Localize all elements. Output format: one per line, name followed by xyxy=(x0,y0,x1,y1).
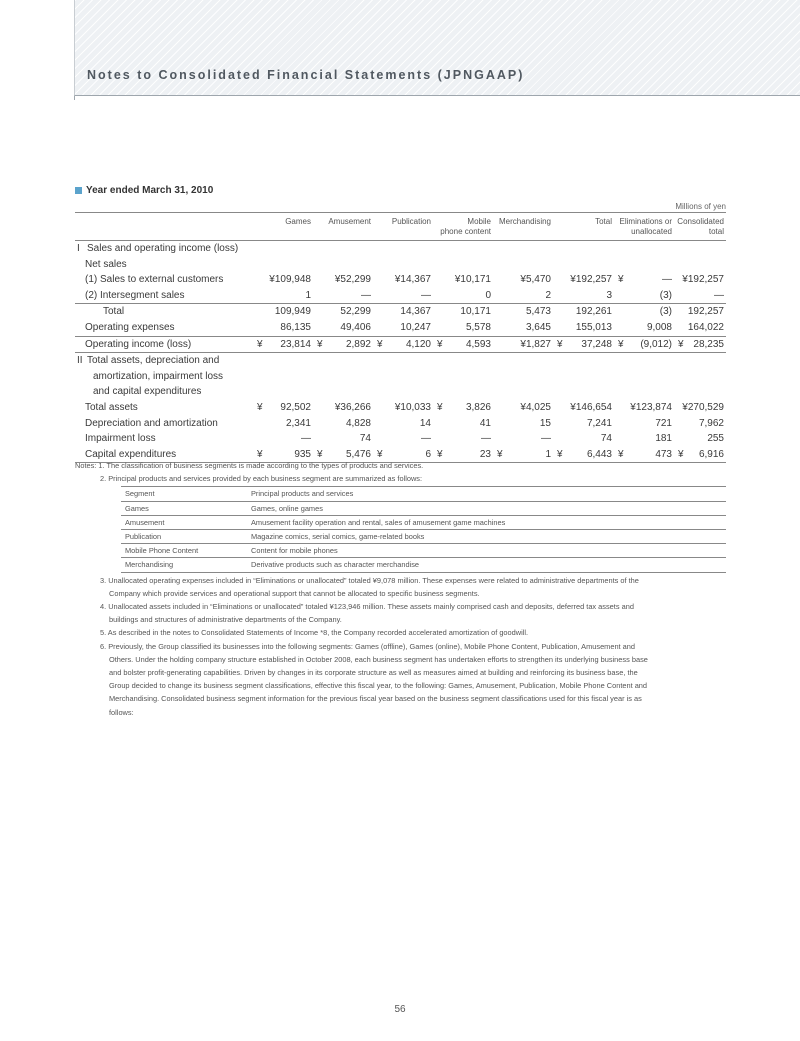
cell: ¥109,948 xyxy=(269,274,311,286)
cell: 1 xyxy=(253,288,313,304)
seg-table-row xyxy=(121,558,726,572)
row-label: Operating income (loss) xyxy=(75,336,253,353)
section-title xyxy=(75,185,213,196)
row-label: Capital expenditures xyxy=(75,447,253,463)
table-row-section2-cont xyxy=(75,369,726,385)
table-row xyxy=(75,272,726,288)
cell: 74 xyxy=(359,433,371,445)
cell: ¥5,470 xyxy=(520,274,551,286)
cell: 164,022 xyxy=(674,320,726,336)
cell: ¥270,529 xyxy=(682,401,724,413)
seg-header-segment: Segment xyxy=(121,487,247,501)
section2-label-cont: amortization, impairment loss xyxy=(93,370,224,382)
cell: 10,171 xyxy=(460,306,491,318)
col-header-merchandising: Merchandising xyxy=(498,217,551,226)
cell: ¥ 6,916 xyxy=(674,447,726,463)
col-header-mobile: Mobile phone content xyxy=(440,217,491,236)
cell: ¥52,299 xyxy=(334,274,371,286)
units-label: Millions of yen xyxy=(675,202,726,211)
table-row-section2 xyxy=(75,353,726,369)
note-6-cont: and bolster profit-generating capabilities. Driven by changes in its corporate structure as well as measures aimed at building and reinforcing its business base, the xyxy=(109,668,638,678)
cell: 4,828 xyxy=(345,417,371,429)
cell: 14,367 xyxy=(400,306,431,318)
seg-table-header xyxy=(121,487,726,501)
header-tick xyxy=(74,96,75,100)
note-3: 3. Unallocated operating expenses included in “Eliminations or unallocated” totaled ¥9,078 million. These expenses were related to administrative departments of the xyxy=(100,575,639,585)
seg-table-row xyxy=(121,501,726,515)
cell: — xyxy=(481,433,491,445)
table-row xyxy=(75,400,726,416)
cell: 2 xyxy=(493,288,553,304)
cell: ¥ 1 xyxy=(493,447,553,463)
table-row-section1 xyxy=(75,241,726,257)
seg-name: Amusement xyxy=(121,515,247,529)
seg-table-row xyxy=(121,544,726,558)
cell: 52,299 xyxy=(340,306,371,318)
cell: 5,578 xyxy=(433,320,493,336)
cell: 721 xyxy=(655,417,672,429)
row-label: Operating expenses xyxy=(75,320,253,336)
cell: — xyxy=(313,288,373,304)
row-label: (1) Sales to external customers xyxy=(85,274,224,286)
cell: ¥ 4,120 xyxy=(373,336,433,353)
col-header-publication: Publication xyxy=(391,217,431,226)
seg-desc: Derivative products such as character merchandise xyxy=(247,558,726,572)
table-row xyxy=(75,431,726,447)
col-header-consolidated: Consolidated total xyxy=(677,217,724,236)
cell: ¥146,654 xyxy=(570,401,612,413)
note-6: 6. Previously, the Group classified its businesses into the following segments: Games (offline), Games (online), Mobile Phone Content, Publication, Amusement and xyxy=(100,641,635,651)
cell: ¥10,171 xyxy=(454,274,491,286)
cell: ¥10,033 xyxy=(394,401,431,413)
segment-products-table xyxy=(121,486,726,572)
net-sales-label: Net sales xyxy=(85,258,127,270)
cell: 109,949 xyxy=(274,306,311,318)
cell: — xyxy=(373,288,433,304)
note-2: 2. Principal products and services provided by each business segment are summarized as follows: xyxy=(100,474,423,484)
cell: 3 xyxy=(553,288,614,304)
cell: ¥123,874 xyxy=(630,401,672,413)
seg-header-products: Principal products and services xyxy=(247,487,726,501)
cell: — xyxy=(301,433,311,445)
square-bullet-icon xyxy=(75,187,82,194)
seg-desc: Content for mobile phones xyxy=(247,544,726,558)
seg-name: Merchandising xyxy=(121,558,247,572)
seg-desc: Amusement facility operation and rental, sales of amusement game machines xyxy=(247,515,726,529)
table-header-row xyxy=(75,213,726,241)
note-3-cont: Company which provide services and operational support that cannot be allocated to specific business segments. xyxy=(109,588,480,598)
cell: ¥ 6 xyxy=(373,447,433,463)
cell: 41 xyxy=(479,417,491,429)
cell: ¥ 4,593 xyxy=(433,336,493,353)
cell: 15 xyxy=(539,417,551,429)
cell: 192,257 xyxy=(687,306,724,318)
cell: 9,008 xyxy=(614,320,674,336)
col-header-total: Total xyxy=(595,217,612,226)
section1-label: I Sales and operating income (loss) xyxy=(77,243,239,254)
note-6-cont: Merchandising. Consolidated business segment information for the previous fiscal year based on the business segment classifications used for this fiscal year is as xyxy=(109,694,642,704)
cell: 7,241 xyxy=(586,417,612,429)
cell: ¥4,025 xyxy=(520,401,551,413)
notes-block xyxy=(75,459,726,719)
table-row xyxy=(75,304,726,320)
cell: 86,135 xyxy=(253,320,313,336)
cell: 5,473 xyxy=(525,306,551,318)
seg-table-row xyxy=(121,530,726,544)
segment-table xyxy=(75,212,726,463)
cell: 14 xyxy=(419,417,431,429)
seg-desc: Games, online games xyxy=(247,501,726,515)
cell: ¥ 6,443 xyxy=(553,447,614,463)
note-5: 5. As described in the notes to Consolidated Statements of Income *8, the Company recorded accelerated amortization of goodwill. xyxy=(100,628,529,638)
cell: ¥192,257 xyxy=(682,274,724,286)
cell: (3) xyxy=(614,288,674,304)
note-4: 4. Unallocated assets included in “Eliminations or unallocated” totaled ¥123,946 million. These assets mainly comprised cash and deposits, deferred tax assets and xyxy=(100,602,634,612)
cell: ¥192,257 xyxy=(570,274,612,286)
row-label: (2) Intersegment sales xyxy=(75,288,253,304)
cell: ¥ 935 xyxy=(253,447,313,463)
table-row-net-sales xyxy=(75,257,726,273)
cell: 10,247 xyxy=(373,320,433,336)
seg-name: Publication xyxy=(121,530,247,544)
table-row xyxy=(75,320,726,336)
cell: ¥ 2,892 xyxy=(313,336,373,353)
cell: 181 xyxy=(655,433,672,445)
section2-label: II Total assets, depreciation and xyxy=(77,355,220,367)
cell: ¥1,827 xyxy=(493,336,553,353)
cell: — xyxy=(541,433,551,445)
table-row xyxy=(75,416,726,432)
note-1: Notes: 1. The classification of business segments is made according to the types of products and services. xyxy=(75,461,424,470)
note-6-cont: Others. Under the holding company structure established in October 2008, each business segment has undertaken efforts to strengthen its underlying business base xyxy=(109,654,648,664)
col-header-eliminations: Eliminations or unallocated xyxy=(619,217,672,236)
cell: 192,261 xyxy=(575,306,612,318)
cell: ¥36,266 xyxy=(334,401,371,413)
seg-name: Games xyxy=(121,501,247,515)
cell: ¥ 28,235 xyxy=(674,336,726,353)
col-header-amusement: Amusement xyxy=(328,217,371,226)
row-label: Total xyxy=(103,306,125,318)
cell: 2,341 xyxy=(285,417,311,429)
note-4-cont: buildings and structures of administrative departments of the Company. xyxy=(109,615,342,625)
seg-desc: Magazine comics, serial comics, game-related books xyxy=(247,530,726,544)
cell: ¥ 92,502 xyxy=(257,401,311,413)
cell: ¥14,367 xyxy=(394,274,431,286)
cell: 49,406 xyxy=(313,320,373,336)
table-row-section2-cont xyxy=(75,384,726,400)
table-row xyxy=(75,336,726,353)
cell: ¥ 37,248 xyxy=(553,336,614,353)
seg-table-row xyxy=(121,515,726,529)
cell: 255 xyxy=(707,433,724,445)
page-number: 56 xyxy=(394,1004,406,1015)
cell: ¥ 473 xyxy=(614,447,674,463)
section-title-text: Year ended March 31, 2010 xyxy=(86,185,214,196)
table-row xyxy=(75,288,726,304)
header-label-cell xyxy=(75,213,253,241)
cell: — xyxy=(674,288,726,304)
row-label: Impairment loss xyxy=(85,433,156,445)
cell: ¥ 3,826 xyxy=(437,401,491,413)
seg-name: Mobile Phone Content xyxy=(121,544,247,558)
note-6-cont: follows: xyxy=(109,707,134,717)
cell: 155,013 xyxy=(553,320,614,336)
cell: 74 xyxy=(600,433,612,445)
row-label: Total assets xyxy=(85,401,138,413)
cell: ¥ 23 xyxy=(433,447,493,463)
cell: 7,962 xyxy=(698,417,724,429)
cell: ¥ 23,814 xyxy=(253,336,313,353)
cell: 0 xyxy=(433,288,493,304)
note-6-cont: Group decided to change its business segment classifications, effective this fiscal year, to the following: Games, Amusement, Publication, Mobile Phone Content and xyxy=(109,681,648,691)
page-header-title: Notes to Consolidated Financial Statements (JPNGAAP) xyxy=(87,68,525,82)
cell: (3) xyxy=(659,306,672,318)
cell: — xyxy=(421,433,431,445)
cell: 3,645 xyxy=(493,320,553,336)
section2-label-cont: and capital expenditures xyxy=(93,386,202,398)
cell: ¥ 5,476 xyxy=(313,447,373,463)
cell: ¥ — xyxy=(618,274,672,286)
cell: ¥ (9,012) xyxy=(614,336,674,353)
row-label: Depreciation and amortization xyxy=(85,417,218,429)
col-header-games: Games xyxy=(285,217,311,226)
